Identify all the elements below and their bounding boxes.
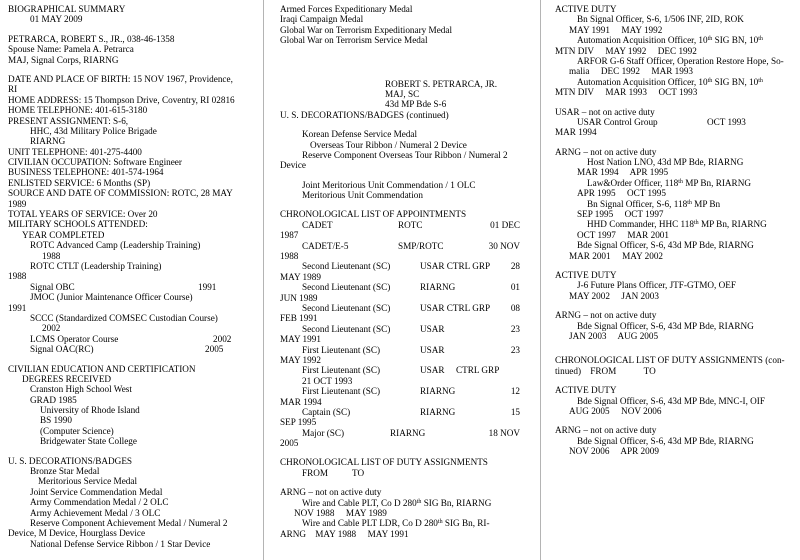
education-item: Cranston High School West — [30, 384, 132, 395]
duty-item — [555, 219, 792, 229]
decoration-item-cont: Device — [280, 160, 307, 171]
decoration-item: Global War on Terrorism Expeditionary Medal — [280, 24, 453, 35]
decoration-item: Global War on Terrorism Service Medal — [280, 35, 428, 46]
appointment-title: Second Lieutenant (SC) — [302, 302, 391, 313]
duty-text: SIG Bn, RI- — [442, 518, 490, 529]
duty-status: ACTIVE DUTY — [555, 4, 617, 14]
duty-to: MAR 1994 — [555, 127, 597, 138]
school-item: JMOC (Junior Maintenance Officer Course) — [30, 292, 193, 303]
appointment-title: Second Lieutenant (SC) — [302, 323, 391, 334]
duty-dates: OCT 1997 MAR 2001 — [577, 229, 669, 240]
appointment-row — [280, 386, 520, 396]
appointment-year: MAY 1992 — [280, 354, 321, 365]
duty-assignments-heading: CHRONOLOGICAL LIST OF DUTY ASSIGNMENTS — [280, 457, 488, 468]
document-heading: BIOGRAPHICAL SUMMARY — [8, 4, 126, 14]
commission-line: SOURCE AND DATE OF COMMISSION: ROTC, 28 MAY — [8, 188, 233, 199]
education-item: University of Rhode Island — [40, 405, 140, 416]
present-assignment: PRESENT ASSIGNMENT: S-6, — [8, 115, 129, 126]
column-divider — [540, 0, 541, 560]
decoration-item-cont: Device, M Device, Hourglass Device — [8, 528, 146, 539]
appointment-source: SMP/ROTC — [398, 240, 444, 251]
school-year: 2002 — [42, 323, 61, 334]
appointment-title: First Lieutenant (SC) — [302, 365, 381, 376]
appointment-source: USAR CTRL GRP — [420, 365, 500, 376]
birth-line: DATE AND PLACE OF BIRTH: 15 NOV 1967, Providence, — [8, 73, 233, 84]
appointment-year: 1988 — [280, 251, 299, 262]
duty-status: ARNG – not on active duty — [280, 487, 382, 498]
school-year: 1991 — [8, 302, 27, 313]
document-date: 01 MAY 2009 — [30, 14, 83, 25]
year-completed-label: YEAR COMPLETED — [22, 229, 105, 240]
ordinal-suffix: th — [416, 498, 422, 505]
appointment-date: 30 NOV — [488, 240, 520, 251]
duty-dates: MAY 1991 MAY 1992 — [569, 24, 663, 35]
duty-dates: malia DEC 1992 MAR 1993 — [569, 66, 694, 77]
business-telephone: BUSINESS TELEPHONE: 401-574-1964 — [8, 167, 164, 178]
duty-text: Law&Order Officer, 118 — [587, 177, 679, 188]
from-label: FROM — [302, 467, 329, 478]
appointment-row — [280, 241, 520, 251]
duty-dates: AUG 2005 NOV 2006 — [569, 405, 662, 416]
school-item: SCCC (Standardized COMSEC Custodian Course) — [30, 312, 218, 323]
appointment-title: Major (SC) — [302, 427, 345, 438]
decoration-item: Reserve Component Achievement Medal / Numeral 2 — [30, 517, 228, 528]
appointment-date: 23 — [510, 323, 520, 334]
duty-text: Wire and Cable PLT, Co D 280 — [302, 497, 417, 508]
decoration-item: Overseas Tour Ribbon / Numeral 2 Device — [310, 139, 467, 150]
duty-item: J-6 Future Plans Officer, JTF-GTMO, OEF — [577, 280, 736, 291]
duty-status: ARNG – not on active duty — [555, 146, 657, 157]
education-item: Bridgewater State College — [40, 436, 137, 447]
education-item: GRAD 1985 — [30, 394, 77, 405]
decoration-item: Meritorious Service Medal — [38, 476, 137, 487]
ordinal-suffix: th — [693, 220, 699, 227]
appointment-row — [280, 282, 520, 292]
duty-dates: JAN 2003 AUG 2005 — [569, 330, 659, 341]
school-name: LCMS Operator Course — [30, 333, 119, 344]
decoration-item: Army Achievement Medal / 3 OLC — [30, 507, 161, 518]
unit-telephone: UNIT TELEPHONE: 401-275-4400 — [8, 146, 142, 157]
appointment-title: Captain (SC) — [302, 406, 351, 417]
duty-text: SIG Bn, RIARNG — [421, 497, 492, 508]
appointment-source: RIARNG — [390, 427, 426, 438]
duty-text: Automation Acquisition Officer, 10 — [577, 35, 708, 46]
duty-item: Bde Signal Officer, S-6, 43d MP Bde, RIARNG — [577, 435, 754, 446]
appointment-source: RIARNG — [420, 282, 456, 293]
school-item — [8, 344, 250, 354]
duty-item: Bde Signal Officer, S-6, 43d MP Bde, RIARNG — [577, 320, 754, 331]
present-assignment-unit: HHC, 43d Military Police Brigade — [30, 125, 157, 136]
decoration-item: Armed Forces Expeditionary Medal — [280, 4, 413, 14]
ordinal-suffix: th — [758, 36, 763, 43]
commission-line-cont: 1989 — [8, 198, 27, 209]
duty-text: MP Bn, RIARNG — [682, 177, 751, 188]
appointment-date: 01 — [510, 282, 520, 293]
duty-from-to-header: tinued) FROM TO — [555, 365, 656, 376]
appointment-title: Second Lieutenant (SC) — [302, 261, 391, 272]
appointment-date: 28 — [510, 261, 520, 272]
school-item: ROTC Advanced Camp (Leadership Training) — [30, 240, 201, 251]
duty-item — [280, 498, 520, 508]
appointment-source: USAR CTRL GRP — [420, 302, 491, 313]
decoration-item: Iraqi Campaign Medal — [280, 14, 364, 25]
appointment-date: 23 — [510, 344, 520, 355]
appointment-row — [280, 407, 520, 417]
duty-text: SIG BN, 10 — [712, 35, 759, 46]
duty-status: ARNG – not on active duty — [555, 425, 657, 436]
appointment-row — [280, 303, 520, 313]
decoration-item: Reserve Component Overseas Tour Ribbon / Numeral 2 — [302, 149, 508, 160]
school-year: 2005 — [205, 344, 224, 355]
duty-from: OCT 1993 — [707, 116, 746, 127]
duty-item: Bde Signal Officer, S-6, 43d MP Bde, MNC-I, OIF — [577, 395, 765, 406]
appointment-source: ROTC — [398, 219, 423, 230]
duty-dates: NOV 2006 APR 2009 — [569, 446, 659, 457]
degrees-label: DEGREES RECEIVED — [22, 373, 112, 384]
education-item: BS 1990 — [40, 415, 72, 426]
ordinal-suffix: th — [707, 36, 713, 43]
appointment-row — [280, 365, 520, 375]
duty-dates: MTN DIV MAY 1992 DEC 1992 — [555, 45, 697, 56]
home-telephone: HOME TELEPHONE: 401-615-3180 — [8, 105, 148, 116]
ordinal-suffix: th — [437, 519, 443, 526]
rank-line: MAJ, Signal Corps, RIARNG — [8, 54, 119, 65]
appointment-date: 01 DEC — [490, 219, 520, 230]
duty-item — [280, 518, 520, 528]
duty-dates: ARNG MAY 1988 MAY 1991 — [280, 528, 409, 539]
duty-item: ARFOR G-6 Staff Officer, Operation Restore Hope, So- — [577, 55, 784, 66]
school-year: 1988 — [8, 271, 27, 282]
appointment-row — [280, 220, 520, 230]
decoration-item: Bronze Star Medal — [30, 466, 100, 477]
appointment-date: 12 — [510, 386, 520, 397]
appointments-heading: CHRONOLOGICAL LIST OF APPOINTMENTS — [280, 209, 467, 220]
decoration-item: Army Commendation Medal / 2 OLC — [30, 497, 169, 508]
appointment-source: USAR — [420, 344, 445, 355]
spouse-line: Spouse Name: Pamela A. Petrarca — [8, 44, 134, 55]
appointment-source: USAR — [420, 323, 445, 334]
appointment-date: 18 NOV — [488, 427, 520, 438]
page-header-unit: 43d MP Bde S-6 — [385, 99, 447, 110]
appointment-year: SEP 1995 — [280, 417, 317, 428]
appointment-year: MAY 1989 — [280, 271, 321, 282]
appointment-date: 15 — [510, 406, 520, 417]
decoration-item: Meritorious Unit Commendation — [302, 190, 423, 201]
duty-status: ACTIVE DUTY — [555, 385, 617, 396]
duty-text: HHD Commander, HHC 118 — [587, 219, 694, 230]
duty-dates: MAY 2002 JAN 2003 — [569, 290, 659, 301]
to-label: TO — [352, 467, 365, 478]
page-header-name: ROBERT S. PETRARCA, JR. — [385, 78, 498, 89]
duty-item — [555, 199, 792, 209]
duty-text: Wire and Cable PLT LDR, Co D 280 — [302, 518, 438, 529]
birth-line-cont: RI — [8, 84, 18, 95]
civilian-occupation: CIVILIAN OCCUPATION: Software Engineer — [8, 157, 182, 168]
duty-dates: MAR 2001 MAY 2002 — [569, 250, 664, 261]
decoration-item: National Defense Service Ribbon / 1 Star Device — [30, 538, 211, 549]
column-right — [555, 4, 792, 456]
school-year: 2002 — [213, 333, 232, 344]
duty-item: Host Nation LNO, 43d MP Bde, RIARNG — [587, 157, 744, 168]
appointment-row — [280, 324, 520, 334]
duty-item — [555, 77, 792, 87]
decorations-heading: U. S. DECORATIONS/BADGES — [8, 455, 133, 466]
schools-heading: MILITARY SCHOOLS ATTENDED: — [8, 219, 148, 230]
appointment-row — [280, 261, 520, 271]
ordinal-suffix: th — [678, 178, 683, 185]
appointment-year: MAR 1994 — [280, 396, 322, 407]
appointment-row — [280, 345, 520, 355]
school-item — [8, 334, 250, 344]
duty-text: Automation Acquisition Officer, 10 — [577, 76, 708, 87]
ordinal-suffix: th — [687, 199, 692, 206]
duty-dates: NOV 1988 MAY 1989 — [294, 508, 387, 519]
name-line: PETRARCA, ROBERT S., JR., 038-46-1358 — [8, 33, 175, 44]
duty-dates: APR 1995 OCT 1995 — [577, 188, 666, 199]
appointment-year: JUN 1989 — [280, 292, 318, 303]
appointment-year: 21 OCT 1993 — [302, 375, 353, 386]
duty-item — [555, 35, 792, 45]
present-assignment-org: RIARNG — [30, 136, 66, 147]
column-middle — [280, 4, 520, 539]
home-address: HOME ADDRESS: 15 Thompson Drive, Coventry, RI 02816 — [8, 94, 235, 105]
appointment-date: 08 — [510, 302, 520, 313]
duty-text: USAR Control Group — [577, 116, 658, 127]
appointment-source: RIARNG — [420, 386, 456, 397]
appointment-title: CADET/E-5 — [302, 240, 349, 251]
duty-status: ACTIVE DUTY — [555, 269, 617, 280]
total-years: TOTAL YEARS OF SERVICE: Over 20 — [8, 209, 158, 220]
enlisted-service: ENLISTED SERVICE: 6 Months (SP) — [8, 177, 151, 188]
duty-dates: MTN DIV MAR 1993 OCT 1993 — [555, 87, 698, 98]
appointment-source: USAR CTRL GRP — [420, 261, 491, 272]
appointment-title: First Lieutenant (SC) — [302, 344, 381, 355]
ordinal-suffix: th — [758, 77, 763, 84]
decoration-item: Joint Meritorious Unit Commendation / 1 OLC — [302, 179, 476, 190]
duty-from-to-header — [280, 468, 520, 478]
appointment-title: Second Lieutenant (SC) — [302, 282, 391, 293]
duty-status: USAR – not on active duty — [555, 106, 655, 117]
duty-text: SIG BN, 10 — [712, 76, 759, 87]
appointment-year: 2005 — [280, 438, 299, 449]
duty-dates: MAR 1994 APR 1995 — [577, 167, 669, 178]
school-name: Signal OBC — [30, 281, 75, 292]
civilian-education-heading: CIVILIAN EDUCATION AND CERTIFICATION — [8, 363, 196, 374]
school-name: Signal OAC(RC) — [30, 344, 94, 355]
decoration-item: Korean Defense Service Medal — [302, 129, 418, 140]
school-year: 1988 — [42, 250, 61, 261]
decoration-item: Joint Service Commendation Medal — [30, 486, 163, 497]
duty-item — [555, 117, 792, 127]
appointment-year: 1987 — [280, 230, 299, 241]
column-divider — [263, 0, 264, 560]
duty-dates: SEP 1995 OCT 1997 — [577, 209, 664, 220]
duty-text: MP Bn, RIARNG — [698, 219, 767, 230]
duty-item: Bn Signal Officer, S-6, 1/506 INF, 2ID, ROK — [577, 14, 744, 25]
school-item: ROTC CTLT (Leadership Training) — [30, 260, 162, 271]
decorations-cont-heading: U. S. DECORATIONS/BADGES (continued) — [280, 109, 449, 120]
page-header-rank: MAJ, SC — [385, 88, 420, 99]
duty-status: ARNG – not on active duty — [555, 310, 657, 321]
duty-item — [555, 178, 792, 188]
column-left — [8, 4, 250, 549]
appointment-row — [280, 428, 520, 438]
appointment-title: First Lieutenant (SC) — [302, 386, 381, 397]
duty-item: Bde Signal Officer, S-6, 43d MP Bde, RIARNG — [577, 240, 754, 251]
education-item: (Computer Science) — [40, 425, 114, 436]
school-item — [8, 282, 250, 292]
duty-assignments-cont-heading: CHRONOLOGICAL LIST OF DUTY ASSIGNMENTS (con- — [555, 355, 785, 366]
appointment-source: RIARNG — [420, 406, 456, 417]
appointment-year: FEB 1991 — [280, 313, 318, 324]
appointment-year: MAY 1991 — [280, 334, 321, 345]
school-year: 1991 — [198, 281, 217, 292]
ordinal-suffix: th — [707, 77, 713, 84]
duty-text: MP Bn — [691, 198, 721, 209]
duty-text: Bn Signal Officer, S-6, 118 — [587, 198, 688, 209]
appointment-title: CADET — [302, 219, 333, 230]
